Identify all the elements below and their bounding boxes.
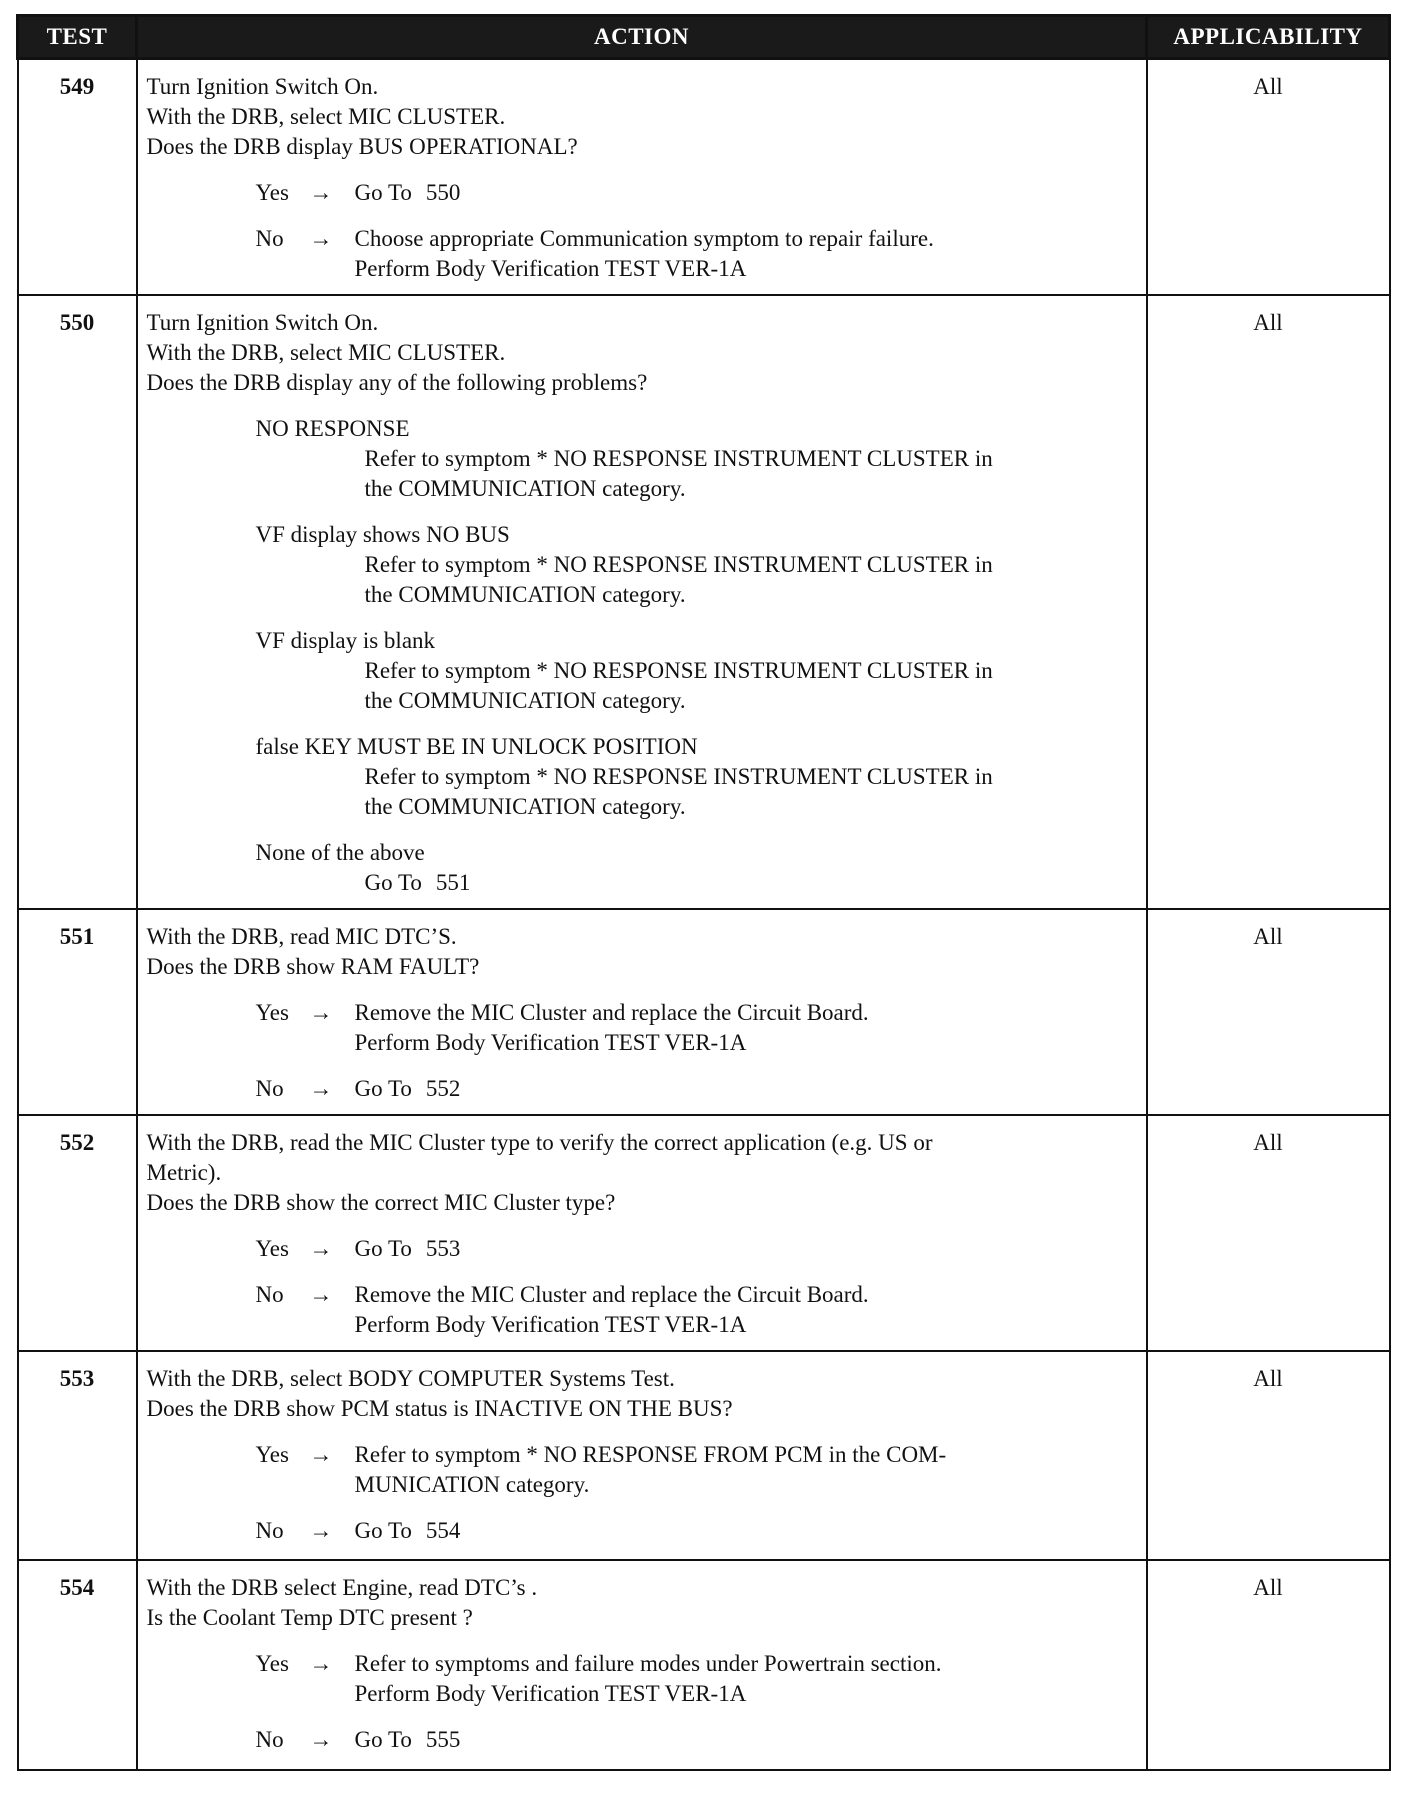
problem-title: VF display is blank	[255, 628, 436, 653]
goto-test-number: 553	[425, 1236, 461, 1261]
header-applicability: APPLICABILITY	[1147, 16, 1390, 59]
action-line: Does the DRB display BUS OPERATIONAL?	[146, 134, 578, 159]
branch-list	[147, 1440, 1138, 1546]
branch-label: No	[255, 1282, 284, 1307]
action-cell	[137, 909, 1147, 1115]
branch-text: Perform Body Verification TEST VER-1A	[354, 1030, 747, 1055]
arrow-icon: →	[309, 1518, 333, 1543]
action-cell	[137, 1351, 1147, 1560]
action-line: Is the Coolant Temp DTC present ?	[146, 1605, 473, 1630]
header-action: ACTION	[137, 16, 1147, 59]
table-row	[18, 59, 1390, 296]
goto-test-number: 552	[425, 1076, 461, 1101]
branch-no	[256, 1074, 1138, 1104]
test-number: 552	[18, 1115, 137, 1351]
branch-list	[147, 178, 1138, 284]
test-number: 553	[18, 1351, 137, 1560]
branch-text: Remove the MIC Cluster and replace the Circuit Board.	[354, 1000, 869, 1025]
test-number: 550	[18, 295, 137, 909]
goto-label: Go To	[354, 1076, 412, 1101]
table-row	[18, 1560, 1390, 1770]
header-test: TEST	[18, 16, 137, 59]
arrow-icon: →	[309, 1727, 333, 1752]
arrow-icon: →	[309, 1076, 333, 1101]
goto-label: Go To	[354, 180, 412, 205]
branch-text: Refer to symptom * NO RESPONSE FROM PCM in the COM-	[354, 1442, 947, 1467]
problem-item	[256, 414, 1138, 504]
problem-detail: the COMMUNICATION category.	[364, 476, 686, 501]
action-line: With the DRB, select BODY COMPUTER Systems Test.	[146, 1366, 675, 1391]
action-line: With the DRB select Engine, read DTC’s .	[146, 1575, 538, 1600]
problem-list	[256, 414, 1138, 898]
diagnostic-test-table	[16, 14, 1391, 1771]
action-line: With the DRB, select MIC CLUSTER.	[146, 104, 506, 129]
action-cell	[137, 1115, 1147, 1351]
goto-label: Go To	[354, 1518, 412, 1543]
action-line: Does the DRB show PCM status is INACTIVE ON THE BUS?	[146, 1396, 733, 1421]
branch-label: No	[255, 1518, 284, 1543]
action-line: Turn Ignition Switch On.	[146, 310, 379, 335]
goto-test-number: 550	[425, 180, 461, 205]
arrow-icon: →	[309, 180, 333, 205]
branch-label: No	[255, 1727, 284, 1752]
problem-item	[256, 626, 1138, 716]
test-number: 554	[18, 1560, 137, 1770]
applicability-value: All	[1147, 1560, 1390, 1770]
goto-label: Go To	[364, 870, 422, 895]
action-cell	[137, 59, 1147, 296]
table-row	[18, 1115, 1390, 1351]
action-line: With the DRB, read the MIC Cluster type to verify the correct application (e.g. US or	[146, 1130, 933, 1155]
branch-text: Choose appropriate Communication symptom to repair failure.	[354, 226, 934, 251]
problem-detail: Refer to symptom * NO RESPONSE INSTRUMENT CLUSTER in	[364, 552, 993, 577]
applicability-value: All	[1147, 59, 1390, 296]
problem-detail: the COMMUNICATION category.	[364, 582, 686, 607]
action-cell	[137, 1560, 1147, 1770]
branch-text: Refer to symptoms and failure modes under Powertrain section.	[354, 1651, 942, 1676]
problem-title: None of the above	[255, 840, 425, 865]
branch-text: Perform Body Verification TEST VER-1A	[354, 1681, 747, 1706]
branch-label: Yes	[255, 1442, 289, 1467]
branch-label: No	[255, 1076, 284, 1101]
table-row	[18, 295, 1390, 909]
table-row	[18, 1351, 1390, 1560]
problem-item	[256, 838, 1138, 898]
branch-yes	[256, 178, 1138, 208]
branch-no	[256, 1725, 1138, 1755]
branch-text: Perform Body Verification TEST VER-1A	[354, 256, 747, 281]
action-line: Metric).	[146, 1160, 222, 1185]
branch-list	[147, 998, 1138, 1104]
table-row	[18, 909, 1390, 1115]
branch-no	[256, 1516, 1138, 1546]
branch-label: Yes	[255, 1000, 289, 1025]
action-line: Does the DRB show the correct MIC Cluster type?	[146, 1190, 616, 1215]
problem-detail: Refer to symptom * NO RESPONSE INSTRUMENT CLUSTER in	[364, 658, 993, 683]
branch-list	[147, 1234, 1138, 1340]
problem-title: NO RESPONSE	[255, 416, 410, 441]
branch-list	[147, 1649, 1138, 1755]
problem-item	[256, 732, 1138, 822]
action-line: With the DRB, read MIC DTC’S.	[146, 924, 457, 949]
arrow-icon: →	[309, 1000, 333, 1025]
goto-test-number: 555	[425, 1727, 461, 1752]
branch-text: MUNICATION category.	[354, 1472, 590, 1497]
action-line: Does the DRB show RAM FAULT?	[146, 954, 480, 979]
test-number: 551	[18, 909, 137, 1115]
branch-no	[256, 1280, 1138, 1340]
problem-title: VF display shows NO BUS	[255, 522, 510, 547]
arrow-icon: →	[309, 1651, 333, 1676]
action-line: Does the DRB display any of the following problems?	[146, 370, 648, 395]
problem-item	[256, 520, 1138, 610]
branch-text: Remove the MIC Cluster and replace the Circuit Board.	[354, 1282, 869, 1307]
action-line: With the DRB, select MIC CLUSTER.	[146, 340, 506, 365]
branch-label: Yes	[255, 180, 289, 205]
problem-detail: Refer to symptom * NO RESPONSE INSTRUMENT CLUSTER in	[364, 764, 993, 789]
branch-text: Perform Body Verification TEST VER-1A	[354, 1312, 747, 1337]
applicability-value: All	[1147, 295, 1390, 909]
branch-no	[256, 224, 1138, 284]
branch-label: Yes	[255, 1651, 289, 1676]
action-line: Turn Ignition Switch On.	[146, 74, 379, 99]
action-cell	[137, 295, 1147, 909]
goto-label: Go To	[354, 1236, 412, 1261]
problem-detail: the COMMUNICATION category.	[364, 794, 686, 819]
branch-label: Yes	[255, 1236, 289, 1261]
arrow-icon: →	[309, 1236, 333, 1261]
arrow-icon: →	[309, 226, 333, 251]
applicability-value: All	[1147, 1351, 1390, 1560]
arrow-icon: →	[309, 1282, 333, 1307]
branch-label: No	[255, 226, 284, 251]
branch-yes	[256, 1440, 1138, 1500]
applicability-value: All	[1147, 1115, 1390, 1351]
table-header-row	[18, 16, 1390, 59]
branch-yes	[256, 1234, 1138, 1264]
goto-test-number: 551	[435, 870, 471, 895]
goto-label: Go To	[354, 1727, 412, 1752]
applicability-value: All	[1147, 909, 1390, 1115]
problem-title: false KEY MUST BE IN UNLOCK POSITION	[255, 734, 698, 759]
problem-detail: Refer to symptom * NO RESPONSE INSTRUMENT CLUSTER in	[364, 446, 993, 471]
problem-detail: the COMMUNICATION category.	[364, 688, 686, 713]
goto-test-number: 554	[425, 1518, 461, 1543]
branch-yes	[256, 998, 1138, 1058]
arrow-icon: →	[309, 1442, 333, 1467]
test-number: 549	[18, 59, 137, 296]
branch-yes	[256, 1649, 1138, 1709]
